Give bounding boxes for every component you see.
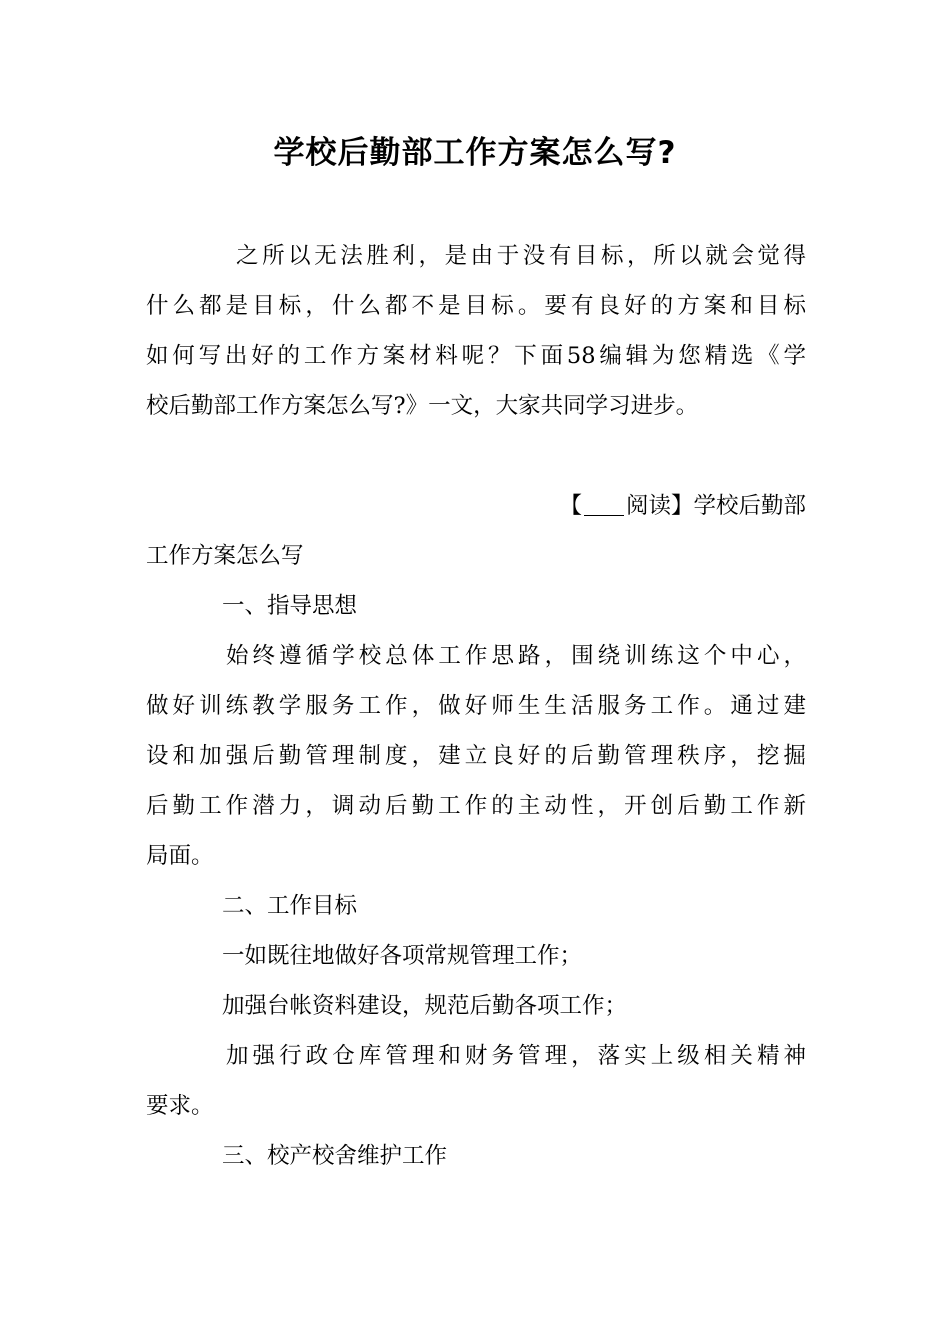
- section1-line-3: 设和加强后勤管理制度，建立良好的后勤管理秩序，挖掘: [146, 743, 806, 769]
- reading-label: 阅读】学校后勤部: [625, 493, 806, 519]
- section1-line-4: 后勤工作潜力，调动后勤工作的主动性，开创后勤工作新: [146, 793, 806, 819]
- intro-line-4: 校后勤部工作方案怎么写?》一文，大家共同学习进步。: [146, 393, 699, 419]
- section1-line-2: 做好训练教学服务工作，做好师生生活服务工作。通过建: [146, 693, 806, 719]
- reading-line-2: 工作方案怎么写: [146, 543, 304, 569]
- section1-heading: 一、指导思想: [222, 593, 358, 619]
- section1-line-5: 局面。: [146, 843, 214, 869]
- section2-item-1: 一如既往地做好各项常规管理工作；: [222, 943, 583, 969]
- intro-line-3: 如何写出好的工作方案材料呢？下面58编辑为您精选《学: [146, 343, 806, 369]
- reading-line: [146, 481, 806, 531]
- section1-line-1: 始终遵循学校总体工作思路，围绕训练这个中心，: [226, 643, 806, 669]
- reading-blank: [584, 493, 624, 516]
- intro-line-1: 之所以无法胜利，是由于没有目标，所以就会觉得: [236, 243, 806, 269]
- section2-item-3-line-2: 要求。: [146, 1093, 214, 1119]
- section2-heading: 二、工作目标: [222, 893, 358, 919]
- intro-line-2: 什么都是目标，什么都不是目标。要有良好的方案和目标: [146, 293, 806, 319]
- section3-heading: 三、校产校舍维护工作: [222, 1143, 448, 1169]
- section2-item-2: 加强台帐资料建设，规范后勤各项工作；: [222, 993, 628, 1019]
- reading-bracket: 【: [559, 493, 582, 519]
- document-title: 学校后勤部工作方案怎么写?: [273, 135, 677, 171]
- section2-item-3-line-1: 加强行政仓库管理和财务管理，落实上级相关精神: [226, 1043, 806, 1069]
